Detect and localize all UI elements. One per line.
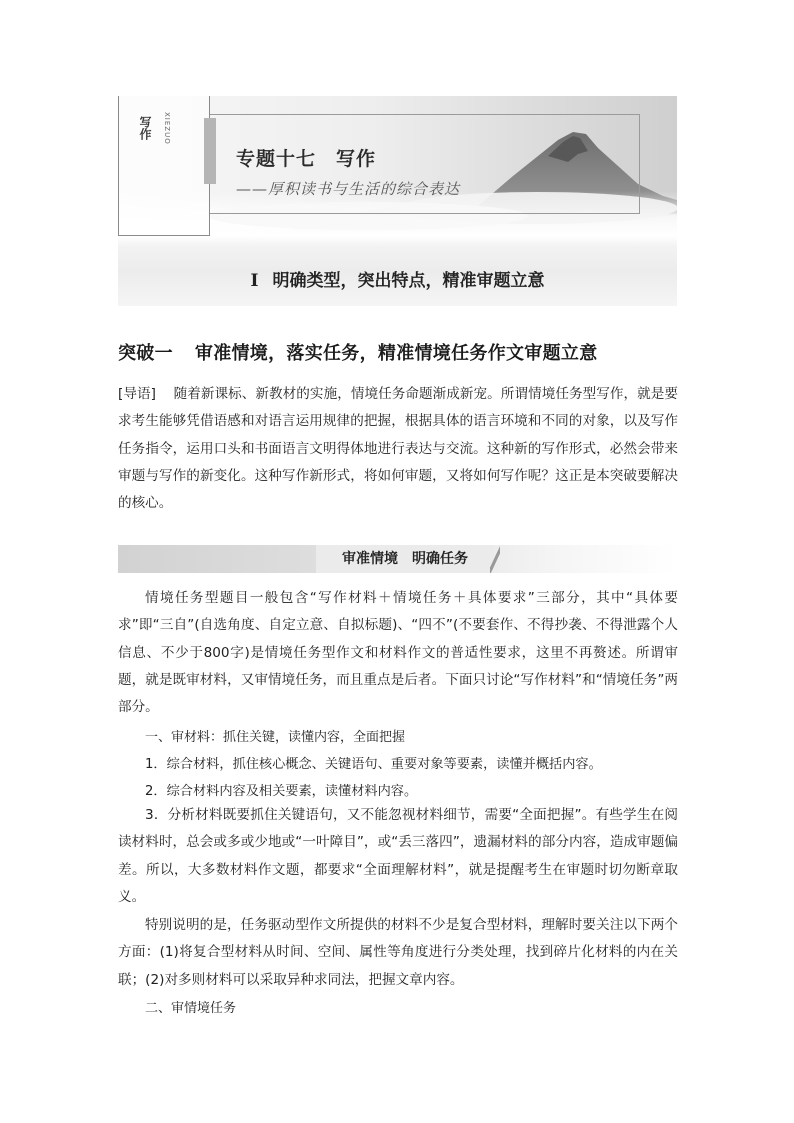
side-label-en: XIEZUO: [163, 112, 171, 145]
list-item-3: 3．分析材料既要抓住关键语句，又不能忽视材料细节，需要“全面把握”。有些学生在阅读材料时，总会或多或少地或“一叶障目”，或“丢三落四”，遗漏材料的部分内容，造成审题偏差。所以，大多数材料作文题，都要求“全面理解材料”，就是提醒考生在审题时切勿断章取义。: [118, 807, 678, 905]
strip-slash-decoration: [490, 545, 500, 573]
intro-paragraph: [118, 381, 678, 517]
topic-title: 专题十七 写作: [236, 148, 377, 170]
breakthrough-heading: [118, 339, 598, 365]
list-item-1: 1．综合材料，抓住核心概念、关键语句、重要对象等要素，读懂并概括内容。: [145, 757, 602, 772]
paragraph-special-note: 特别说明的是，任务驱动型作文所提供的材料不少是复合型材料，理解时要关注以下两个方面：(1)将复合型材料从时间、空间、属性等角度进行分类处理，找到碎片化材料的内在关联；(2)对多则材料可以采取异种求同法，把握文章内容。: [118, 917, 678, 988]
side-label-box: [118, 96, 210, 236]
heading-task: 二、审情境任务: [145, 1001, 237, 1016]
breakthrough-number: 突破一: [118, 343, 173, 364]
side-label-cn: 写作: [138, 116, 152, 140]
paragraph-structure: 情境任务型题目一般包含“写作材料＋情境任务＋具体要求”三部分，其中“具体要求”即“三自”(自选角度、自定立意、自拟标题)、“四不”(不要套作、不得抄袭、不得泄露个人信息、不少于800字)是情境任务型作文和材料作文的普适性要求，这里不再赘述。所谓审题，就是既审材料，又审情境任务，而且重点是后者。下面只讨论“写作材料”和“情境任务”两部分。: [118, 590, 678, 716]
breakthrough-title: 审准情境，落实任务，精准情境任务作文审题立意: [194, 343, 598, 364]
list-item-2: 2．综合材料内容及相关要素，读懂材料内容。: [145, 784, 418, 799]
title-accent-bar: [204, 118, 216, 184]
intro-text: 随着新课标、新教材的实施，情境任务命题渐成新宠。所谓情境任务型写作，就是要求考生能够凭借语感和对语言运用规律的把握，根据具体的语言环境和不同的对象，以及写作任务指令，运用口头和书面语言文明得体地进行表达与交流。这种新的写作形式，必然会带来审题与写作的新变化。这种写作新形式，将如何审题，又将如何写作呢？这正是本突破要解决的核心。: [118, 386, 679, 512]
chapter-banner: [118, 96, 677, 306]
topic-subtitle: ——厚积读书与生活的综合表达: [236, 180, 461, 198]
intro-tag: [导语]: [118, 386, 156, 402]
subsection-label: 审准情境 明确任务: [316, 545, 494, 573]
subsection-strip: [118, 545, 677, 573]
section-heading: [118, 266, 677, 291]
section-numeral: I: [250, 271, 259, 291]
section-heading-text: 明确类型，突出特点，精准审题立意: [272, 271, 545, 291]
heading-material: 一、审材料：抓住关键，读懂内容，全面把握: [145, 730, 406, 745]
